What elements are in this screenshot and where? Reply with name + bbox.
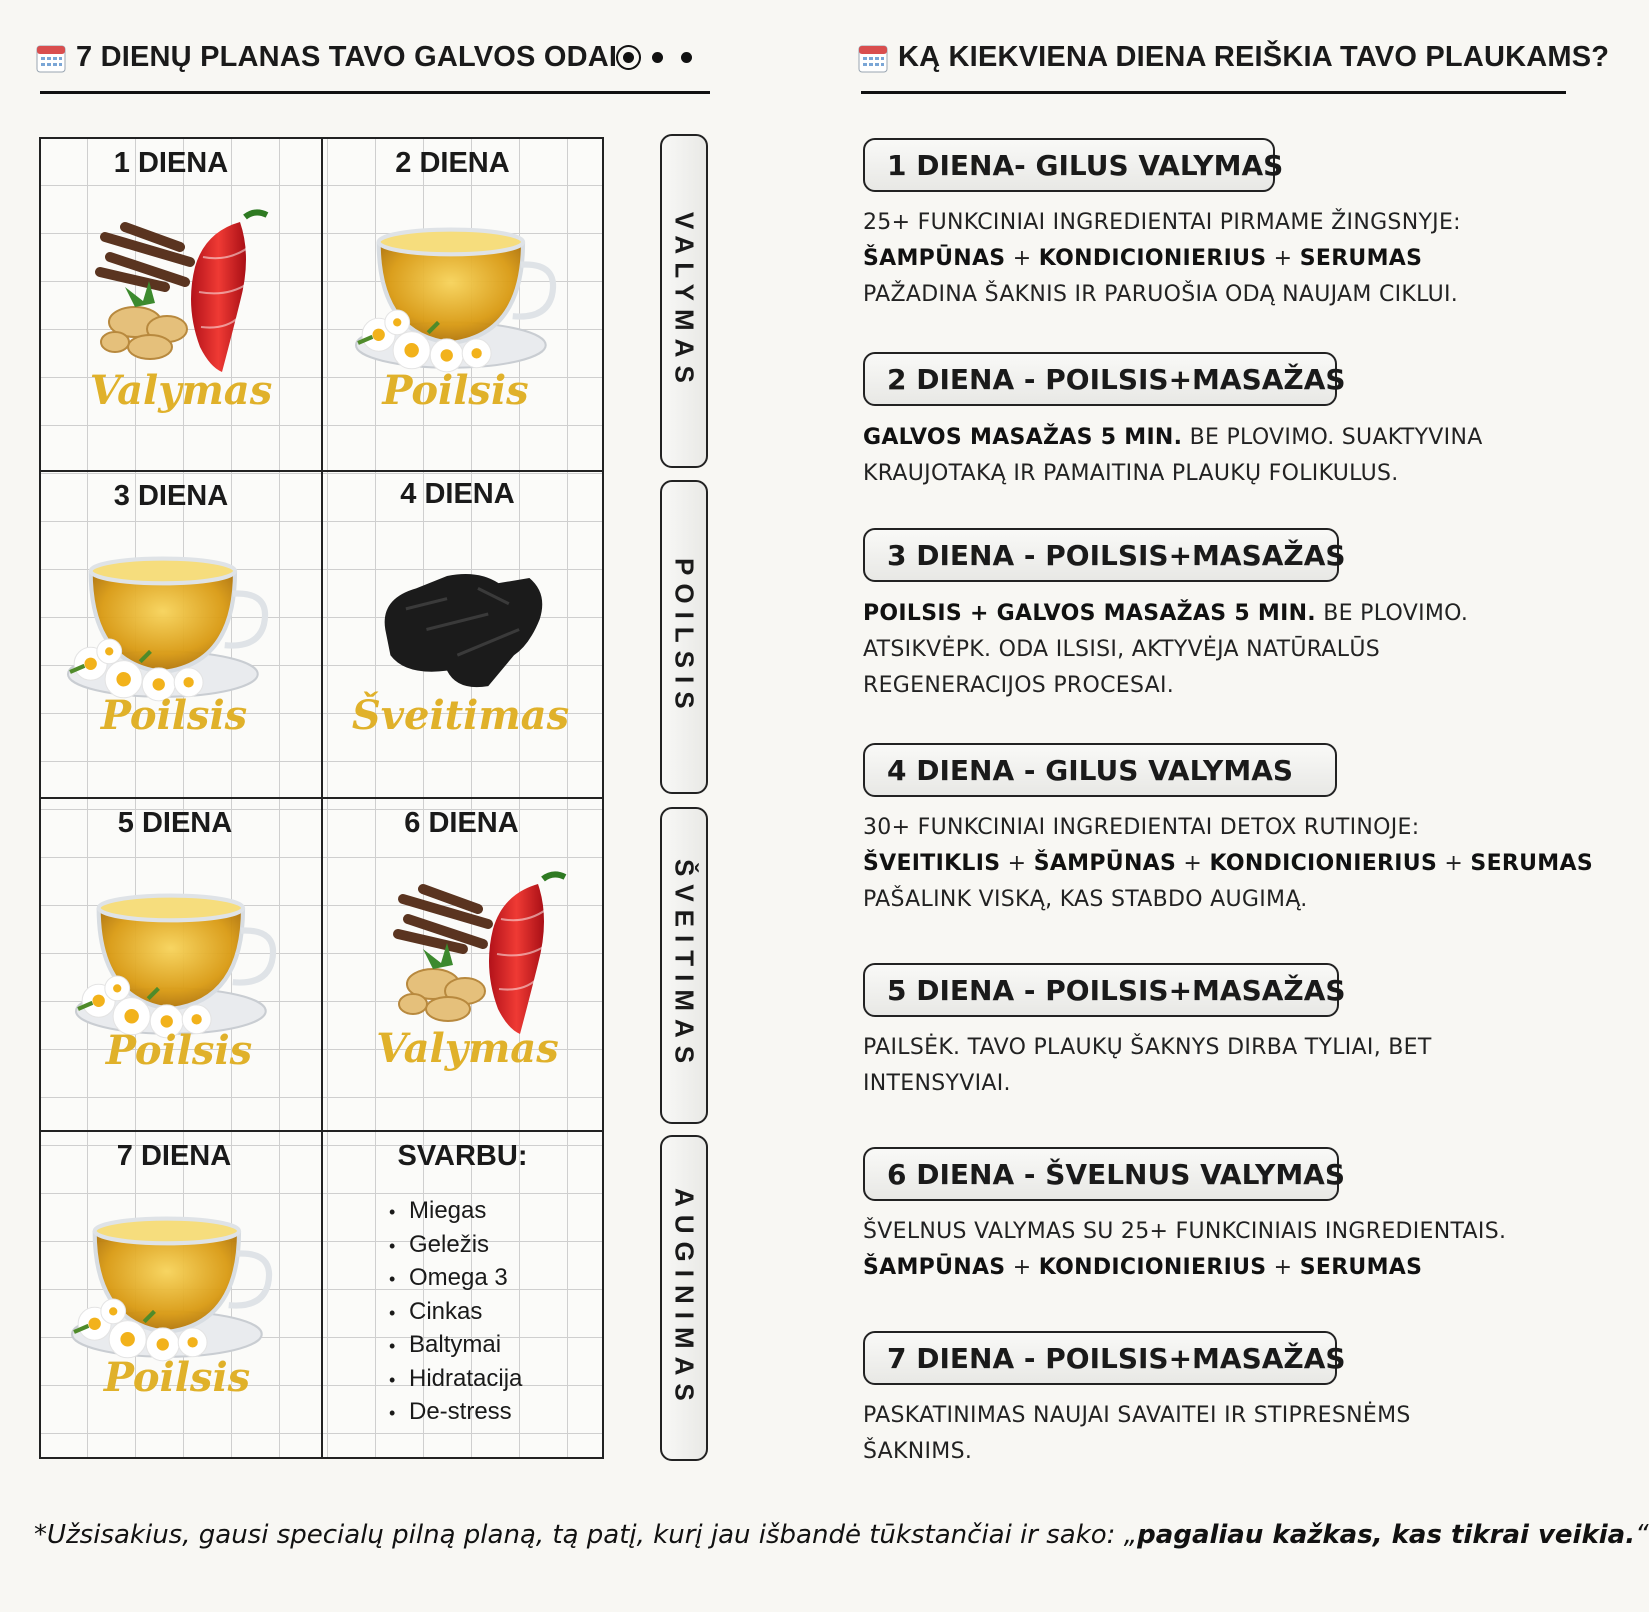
step-line: ŠVELNUS VALYMAS SU 25+ FUNKCINIAIS INGREDIENTAIS. <box>863 1219 1507 1244</box>
step-text <box>863 420 1513 492</box>
right-header-underline <box>861 91 1566 94</box>
charcoal-image <box>375 567 550 692</box>
day-title: 1 DIENA <box>113 147 229 179</box>
step-line-bold: KONDICIONIERIUS <box>1038 246 1267 271</box>
important-item: • De-stress <box>389 1396 522 1430</box>
day-cell-5[interactable] <box>41 799 321 1130</box>
important-cell <box>323 1132 602 1457</box>
left-header-underline <box>40 91 710 94</box>
step-pill-label: 4 DIENA - GILUS VALYMAS <box>887 753 1294 787</box>
step-desc-5 <box>863 1030 1503 1102</box>
step-line-text: + <box>1005 1255 1039 1280</box>
herbs-pepper-image <box>85 207 285 377</box>
step-desc-6 <box>863 1214 1583 1286</box>
step-line-bold: SERUMAS <box>1299 246 1423 271</box>
footer-text: *Užsisakius, gausi specialų pilną planą, tą patį, kurį jau išbandė tūkstančiai ir sako: „ <box>34 1520 1138 1550</box>
chamomile-tea-image <box>53 540 283 705</box>
step-line-bold: ŠAMPŪNAS <box>1033 851 1177 876</box>
day-cell-3[interactable] <box>41 472 321 797</box>
day-label: Šveitimas <box>351 692 570 739</box>
tab-auginimas[interactable] <box>660 1135 708 1461</box>
step-line-text: + <box>1005 246 1039 271</box>
pagination-dot-active[interactable] <box>623 52 634 63</box>
step-line-bold: KONDICIONIERIUS <box>1209 851 1438 876</box>
important-item: • Baltymai <box>389 1329 522 1363</box>
step-pill-4 <box>863 743 1337 797</box>
step-desc-1 <box>863 205 1563 313</box>
step-pill-label: 5 DIENA - POILSIS+MASAŽAS <box>887 973 1346 1007</box>
step-pill-label: 3 DIENA - POILSIS+MASAŽAS <box>887 538 1346 572</box>
day-label: Valymas <box>89 367 273 414</box>
step-pill-label: 1 DIENA- GILUS VALYMAS <box>887 148 1284 182</box>
step-pill-label: 7 DIENA - POILSIS+MASAŽAS <box>887 1341 1346 1375</box>
calendar-icon <box>858 43 888 73</box>
day-title: 4 DIENA <box>400 478 515 510</box>
step-line-bold: SERUMAS <box>1470 851 1593 876</box>
left-header <box>36 41 617 74</box>
step-pill-3 <box>863 528 1346 582</box>
step-line-bold: GALVOS MASAŽAS 5 MIN. <box>863 425 1183 450</box>
step-line-bold: ŠAMPŪNAS <box>863 1255 1006 1280</box>
important-item: • Cinkas <box>389 1296 522 1330</box>
step-line <box>863 241 1563 277</box>
day-label: Poilsis <box>382 367 529 414</box>
day-title: 2 DIENA <box>395 147 510 179</box>
step-line <box>863 846 1593 882</box>
important-item: • Geležis <box>389 1229 522 1263</box>
chamomile-tea-image <box>57 1200 287 1365</box>
day-cell-2[interactable] <box>323 139 602 470</box>
tab-label: AUGINIMAS <box>669 1187 700 1409</box>
step-line: PAŽADINA ŠAKNIS IR PARUOŠIA ODĄ NAUJAM CIKLUI. <box>863 282 1459 307</box>
tab-poilsis[interactable] <box>660 480 708 794</box>
tab-sveitimas[interactable] <box>660 807 708 1124</box>
calendar-grid <box>39 137 604 1459</box>
important-item: • Hidratacija <box>389 1363 522 1397</box>
step-line-text: BE PLOVIMO. ATSIKVĖPK. ODA ILSISI, AKTYVĖJA NATŪRALŪS REGENERACIJOS PROCESAI. <box>863 601 1469 698</box>
step-pill-label: 2 DIENA - POILSIS+MASAŽAS <box>887 362 1346 396</box>
step-desc-4 <box>863 810 1593 918</box>
footer-quote-end: “ <box>1635 1520 1649 1550</box>
step-pill-7 <box>863 1331 1346 1385</box>
day-label: Valymas <box>376 1025 559 1072</box>
step-pill-2 <box>863 352 1346 406</box>
day-title: 3 DIENA <box>113 480 229 512</box>
step-pill-1 <box>863 138 1284 192</box>
step-line-bold: POILSIS + GALVOS MASAŽAS 5 MIN. <box>863 601 1316 626</box>
important-title: SVARBU: <box>397 1140 528 1172</box>
step-line-text: + <box>1266 246 1300 271</box>
pagination-dot[interactable] <box>652 52 663 63</box>
day-label: Poilsis <box>105 1027 253 1074</box>
step-line-text: + <box>1266 1255 1300 1280</box>
tab-label: ŠVEITIMAS <box>669 859 700 1072</box>
important-item: • Miegas <box>389 1195 522 1229</box>
step-line: 25+ FUNKCINIAI INGREDIENTAI PIRMAME ŽINGSNYJE: <box>863 210 1461 235</box>
step-pill-6 <box>863 1147 1346 1201</box>
pagination-dots <box>623 52 692 63</box>
step-line-bold: SERUMAS <box>1299 1255 1423 1280</box>
step-text <box>863 596 1483 704</box>
step-text: PASKATINIMAS NAUJAI SAVAITEI IR STIPRESNĖMS ŠAKNIMS. <box>863 1403 1411 1464</box>
footer-note <box>34 1520 1649 1550</box>
step-line-text: + <box>1176 851 1210 876</box>
footer-bold: pagaliau kažkas, kas tikrai veikia. <box>1137 1520 1636 1550</box>
step-text: PAILSĖK. TAVO PLAUKŲ ŠAKNYS DIRBA TYLIAI, BET INTENSYVIAI. <box>863 1035 1432 1096</box>
tab-label: VALYMAS <box>669 211 700 391</box>
step-line: PAŠALINK VISKĄ, KAS STABDO AUGIMĄ. <box>863 887 1308 912</box>
step-line <box>863 1250 1583 1286</box>
chamomile-tea-image <box>341 211 571 376</box>
left-header-title: 7 DIENŲ PLANAS TAVO GALVOS ODAI <box>76 41 618 73</box>
tab-label: POILSIS <box>669 557 700 717</box>
day-title: 7 DIENA <box>116 1140 232 1172</box>
day-title: 6 DIENA <box>404 807 519 839</box>
important-item: • Omega 3 <box>389 1262 522 1296</box>
step-pill-label: 6 DIENA - ŠVELNUS VALYMAS <box>887 1157 1346 1191</box>
step-line-bold: ŠVEITIKLIS <box>863 851 1001 876</box>
day-title: 5 DIENA <box>117 807 233 839</box>
step-desc-7 <box>863 1398 1503 1470</box>
right-header-title: KĄ KIEKVIENA DIENA REIŠKIA TAVO PLAUKAMS? <box>898 41 1610 73</box>
day-cell-4[interactable] <box>323 472 602 797</box>
tab-valymas[interactable] <box>660 134 708 468</box>
step-line-text: BE PLOVIMO. SUAKTYVINA KRAUJOTAKĄ IR PAMAITINA PLAUKŲ FOLIKULUS. <box>863 425 1483 486</box>
right-header <box>858 41 1609 74</box>
step-line-text: + <box>1000 851 1034 876</box>
step-desc-2 <box>863 420 1513 492</box>
step-pill-5 <box>863 963 1346 1017</box>
day-label: Poilsis <box>100 692 248 739</box>
day-cell-7[interactable] <box>41 1132 321 1457</box>
step-line-bold: ŠAMPŪNAS <box>863 246 1006 271</box>
day-cell-1[interactable] <box>41 139 321 470</box>
step-desc-3 <box>863 596 1483 704</box>
pagination-dot[interactable] <box>681 52 692 63</box>
day-label: Poilsis <box>103 1354 251 1401</box>
herbs-pepper-image <box>383 869 583 1039</box>
calendar-icon <box>36 43 66 73</box>
step-line-text: + <box>1437 851 1471 876</box>
day-cell-6[interactable] <box>323 799 602 1130</box>
step-line: 30+ FUNKCINIAI INGREDIENTAI DETOX RUTINOJE: <box>863 815 1420 840</box>
step-line-bold: KONDICIONIERIUS <box>1038 1255 1267 1280</box>
important-list <box>389 1195 522 1430</box>
chamomile-tea-image <box>61 877 291 1042</box>
